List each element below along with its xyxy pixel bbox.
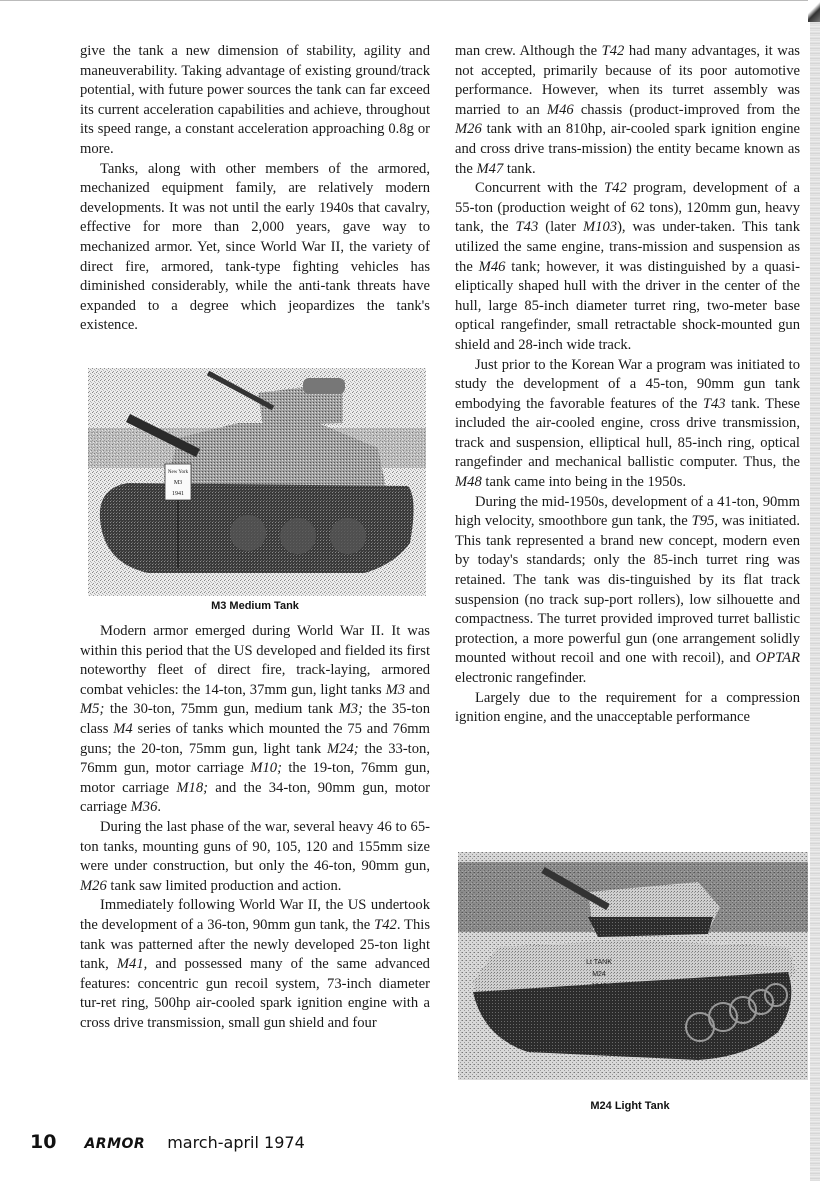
magazine-name: ARMOR — [84, 1136, 146, 1152]
m3-tank-image — [88, 368, 426, 596]
page-footer — [30, 1131, 305, 1155]
sign-text: 1941 — [172, 491, 184, 497]
page-number: 10 — [30, 1131, 57, 1153]
left-column-lower — [80, 622, 430, 1033]
hull-text: 1943 — [591, 983, 607, 990]
paragraph: Concurrent with the T42 program, development of a 55-ton (production weight of 62 tons), 120mm gun, heavy tank, the T43 (later M103), was under-taken. This tank utilized the same engine, trans-mission and suspension as the M46 tank; however, it was distinguished by a quasi-eliptically shaped hull with the driver in the center of the hull, large 85-inch diameter turret ring, two-meter base optical rangefinder, small retractable shock-mounted gun shield and 28-inch wide track. — [455, 180, 800, 353]
paragraph: Tanks, along with other members of the armored, mechanized equipment family, are relatively modern developments. It was not until the early 1940s that cavalry, effective for more than 2,000 years, gave way to mechanized armor. Yet, since World War II, the variety of direct fire, armored, tank-type fighting vehicles has diminished considerably, while the anti-tank threats have expanded to a degree which jeopardizes the tank's existence. — [80, 160, 430, 334]
figure-caption: M3 Medium Tank — [211, 600, 299, 612]
sign-text: New York — [167, 470, 189, 475]
paragraph: During the last phase of the war, several heavy 46 to 65-ton tanks, mounting guns of 90, 105, 120 and 155mm size were under construction, but only the 46-ton, 90mm gun, M26 tank saw limited production and action. — [80, 818, 430, 894]
paragraph: Largely due to the requirement for a compression ignition engine, and the unacceptable performance — [455, 689, 800, 726]
m24-tank-image — [458, 852, 808, 1080]
paragraph: Immediately following World War II, the US undertook the development of a 36-ton, 90mm gun tank, the T42. This tank was patterned after the newly developed 25-ton light tank, M41, and possessed many of the same advanced features: concentric gun recoil system, 73-inch diameter tur-ret ring, 500hp air-cooled spark ignition engine with a cross drive transmission, small gun shield and four — [80, 897, 430, 1031]
paragraph: Modern armor emerged during World War II. It was within this period that the US developed and fielded its first noteworthy fleet of direct fire, track-laying, armored combat vehicles: the 14-ton, 37mm gun, light tanks M3 and M5; the 30-ton, 75mm gun, medium tank M3; the 35-ton class M4 series of tanks which mounted the 75 and 76mm guns; the 20-ton, 75mm gun, light tank M24; the 33-ton, 76mm gun, motor carriage M10; the 19-ton, 76mm gun, motor carriage M18; and the 34-ton, 90mm gun, motor carriage M36. — [80, 623, 430, 816]
figure-caption: M24 Light Tank — [590, 1100, 670, 1112]
paragraph: give the tank a new dimension of stability, agility and maneuverability. Taking advantage of existing ground/track potential, with future power sources the tank can far exceed its current acceleration capabilities and achieve, throughout its speed range, a constant acceleration approaching 0.8g or more. — [80, 43, 430, 157]
paragraph: man crew. Although the T42 had many advantages, it was not accepted, primarily because of its poor automotive performance. However, when its turret assembly was married to an M46 chassis (product-improved from the M26 tank with an 810hp, air-cooled spark ignition engine and cross drive trans-mission) the entity became known as the M47 tank. — [455, 43, 800, 177]
m24-tank-photo — [458, 852, 808, 1080]
hull-text: M24 — [592, 971, 606, 978]
page-corner-fold — [808, 0, 820, 22]
paragraph: During the mid-1950s, development of a 41-ton, 90mm high velocity, smoothbore gun tank, the T95, was initiated. This tank represented a brand new concept, modern even by today's standards; only the 85-inch turret ring was retained. The tank was dis-tinguished by its flat track suspension (no track sup-port rollers), low silhouette and compactness. The turret provided improved turret ballistic protection, a more powerful gun (one arrangement solidly mounted without recoil and one with recoil), and OPTAR electronic rangefinder. — [455, 493, 801, 686]
page-top-edge — [0, 0, 812, 1]
issue-date: march-april 1974 — [167, 1133, 305, 1152]
paragraph: Just prior to the Korean War a program was initiated to study the development of a 45-ton, 90mm gun tank embodying the favorable features of the T43 tank. These included the air-cooled engine, cross drive transmission, track and suspension, elliptical hull, 85-inch ring, optical rangefinder and mechanical ballistic computer. Thus, the M48 tank came into being in the 1950s. — [455, 356, 801, 491]
sign-text: M3 — [173, 480, 183, 486]
left-column — [80, 42, 430, 336]
m3-tank-photo — [88, 368, 426, 596]
hull-text: Lt TANK — [586, 959, 612, 966]
right-column — [455, 42, 800, 728]
scan-edge — [810, 0, 820, 1181]
